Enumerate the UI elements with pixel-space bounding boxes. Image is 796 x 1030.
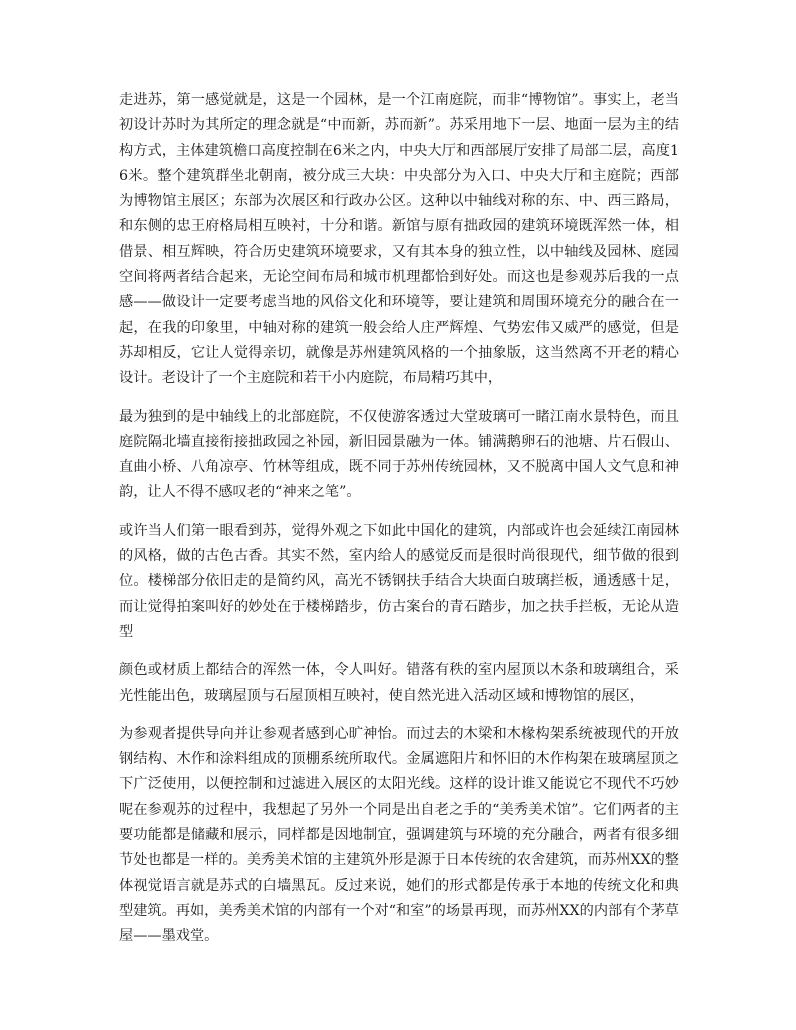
- paragraph-interior-stairs: 或许当人们第一眼看到苏，觉得外观之下如此中国化的建筑，内部或许也会延续江南园林的风格，做的古色古香。其实不然，室内给人的感觉反而是很时尚很现代，细节做的很到位。楼梯部分依旧走的是简约风，高光不锈钢扶手结合大块面白玻璃拦板，通透感十足，而让觉得拍案叫好的妙处在于楼梯踏步，仿古案台的青石踏步，加之扶手拦板，无论从造型: [119, 522, 679, 640]
- document-body: [119, 88, 679, 963]
- paragraph-miho-comparison: 为参观者提供导向并让参观者感到心旷神怡。而过去的木梁和木椽构架系统被现代的开放钢结构、木作和涂料组成的顶棚系统所取代。金属遮阳片和怀旧的木作构架在玻璃屋顶之下广泛使用，以便控制和过滤进入展区的太阳光线。这样的设计谁又能说它不现代不巧妙呢在参观苏的过程中，我想起了另外一个同是出自老之手的“美秀美术馆”。它们两者的主要功能都是储藏和展示，同样都是因地制宜，强调建筑与环境的充分融合，两者有很多细节处也都是一样的。美秀美术馆的主建筑外形是源于日本传统的农舍建筑，而苏州XX的整体视觉语言就是苏式的白墙黑瓦。反过来说，她们的形式都是传承于本地的传统文化和典型建筑。再如，美秀美术馆的内部有一个对“和室”的场景再现，而苏州XX的内部有个茅草屋——墨戏堂。: [119, 725, 679, 945]
- paragraph-north-courtyard: 最为独到的是中轴线上的北部庭院，不仅使游客透过大堂玻璃可一睹江南水景特色，而且庭院隔北墙直接衔接拙政园之补园，新旧园景融为一体。铺满鹅卵石的池塘、片石假山、直曲小桥、八角凉亭、竹林等组成，既不同于苏州传统园林，又不脱离中国人文气息和神韵，让人不得不感叹老的“神来之笔”。: [119, 408, 679, 501]
- paragraph-intro: 走进苏，第一感觉就是，这是一个园林，是一个江南庭院，而非“博物馆”。事实上，老当初设计苏时为其所定的理念就是“中而新，苏而新”。苏采用地下一层、地面一层为主的结构方式，主体建筑檐口高度控制在6米之内，中央大厅和西部展厅安排了局部二层，高度16米。整个建筑群坐北朝南，被分成三大块：中央部分为入口、中央大厅和主庭院；西部为博物馆主展区；东部为次展区和行政办公区。这种以中轴线对称的东、中、西三路局，和东侧的忠王府格局相互映衬，十分和谐。新馆与原有拙政园的建筑环境既浑然一体，相借景、相互辉映，符合历史建筑环境要求，又有其本身的独立性，以中轴线及园林、庭园空间将两者结合起来，无论空间布局和城市机理都恰到好处。而这也是参观苏后我的一点感——做设计一定要考虑当地的风俗文化和环境等，要让建筑和周围环境充分的融合在一起，在我的印象里，中轴对称的建筑一般会给人庄严辉煌、气势宏伟又威严的感觉，但是苏却相反，它让人觉得亲切，就像是苏州建筑风格的一个抽象版，这当然离不开老的精心设计。老设计了一个主庭院和若干小内庭院，布局精巧其中，: [119, 92, 679, 387]
- paragraph-roof-lighting: 颜色或材质上都结合的浑然一体，令人叫好。错落有秩的室内屋顶以木条和玻璃组合，采光性能出色，玻璃屋顶与石屋顶相互映衬，使自然光进入活动区域和博物馆的展区，: [119, 662, 679, 704]
